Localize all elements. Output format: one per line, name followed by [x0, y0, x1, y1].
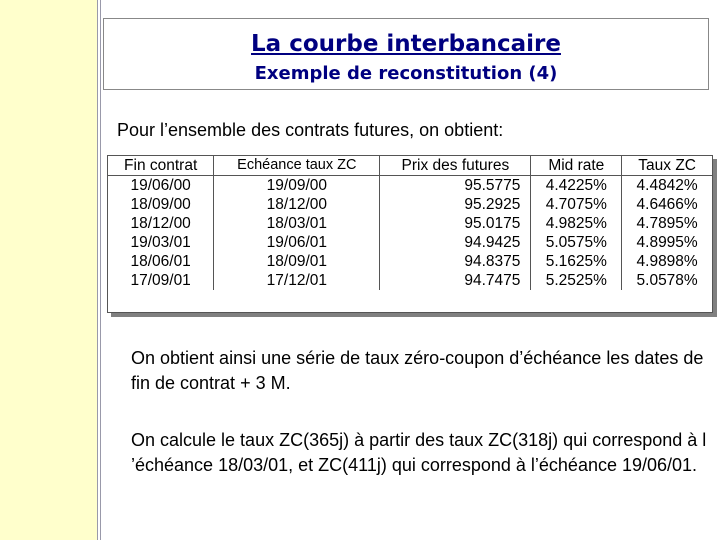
table-cell: 5.0578% [636, 272, 698, 289]
table-row [108, 214, 712, 233]
divider-line [100, 0, 101, 540]
table-cell: 18/12/00 [214, 195, 380, 214]
table-cell: 17/12/01 [214, 271, 380, 290]
column-header: Fin contrat [108, 156, 214, 176]
table-cell: 4.7895% [636, 215, 698, 232]
column-header: Taux ZC [622, 156, 712, 176]
table-cell: 4.9825% [531, 214, 622, 233]
table-cell: 5.2525% [531, 271, 622, 290]
table-cell: 95.5775 [380, 176, 531, 196]
table-cell: 5.1625% [531, 252, 622, 271]
table-row [108, 176, 712, 196]
paragraph-zero-coupon-series: On obtient ainsi une série de taux zéro-coupon d’échéance les dates de fin de contrat + 3 M. [131, 348, 704, 393]
table-cell: 19/03/01 [108, 233, 214, 252]
futures-table-container [107, 155, 713, 313]
table-cell: 4.7075% [531, 195, 622, 214]
table-cell: 94.8375 [380, 252, 531, 271]
table-row [108, 233, 712, 252]
table-cell: 94.9425 [380, 233, 531, 252]
table-cell: 18/03/01 [214, 214, 380, 233]
table-cell: 5.0575% [531, 233, 622, 252]
table-cell: 95.0175 [380, 214, 531, 233]
table-row [108, 271, 712, 290]
table-cell: 18/12/00 [108, 214, 214, 233]
table-cell: 19/06/00 [108, 176, 214, 196]
table-cell: 4.4225% [531, 176, 622, 196]
column-header: Echéance taux ZC [214, 156, 380, 176]
table-cell: 18/06/01 [108, 252, 214, 271]
page-subtitle: Exemple de reconstitution (4) [254, 63, 558, 84]
page-title: La courbe interbancaire [251, 31, 561, 57]
table-row [108, 252, 712, 271]
table-header-row [108, 156, 712, 176]
title-box [103, 18, 709, 90]
table-cell: 4.4842% [636, 177, 698, 194]
table-cell: 19/06/01 [214, 233, 380, 252]
column-header: Mid rate [531, 156, 622, 176]
table-cell: 4.8995% [636, 234, 698, 251]
divider-line [97, 0, 98, 540]
futures-table [108, 156, 712, 290]
table-cell: 4.6466% [636, 196, 698, 213]
intro-text: Pour l’ensemble des contrats futures, on obtient: [117, 120, 504, 140]
table-cell: 4.9898% [636, 253, 698, 270]
table-cell: 18/09/01 [214, 252, 380, 271]
column-header: Prix des futures [380, 156, 531, 176]
table-cell: 94.7475 [380, 271, 531, 290]
table-cell: 18/09/00 [108, 195, 214, 214]
paragraph-rate-calculation: On calcule le taux ZC(365j) à partir des taux ZC(318j) qui correspond à l ’échéance 18/03/01, et ZC(411j) qui correspond à l’échéance 19/06/01. [131, 430, 707, 475]
left-decorative-strip [0, 0, 97, 540]
table-cell: 19/09/00 [214, 176, 380, 196]
table-cell: 95.2925 [380, 195, 531, 214]
table-cell: 17/09/01 [108, 271, 214, 290]
table-row [108, 195, 712, 214]
